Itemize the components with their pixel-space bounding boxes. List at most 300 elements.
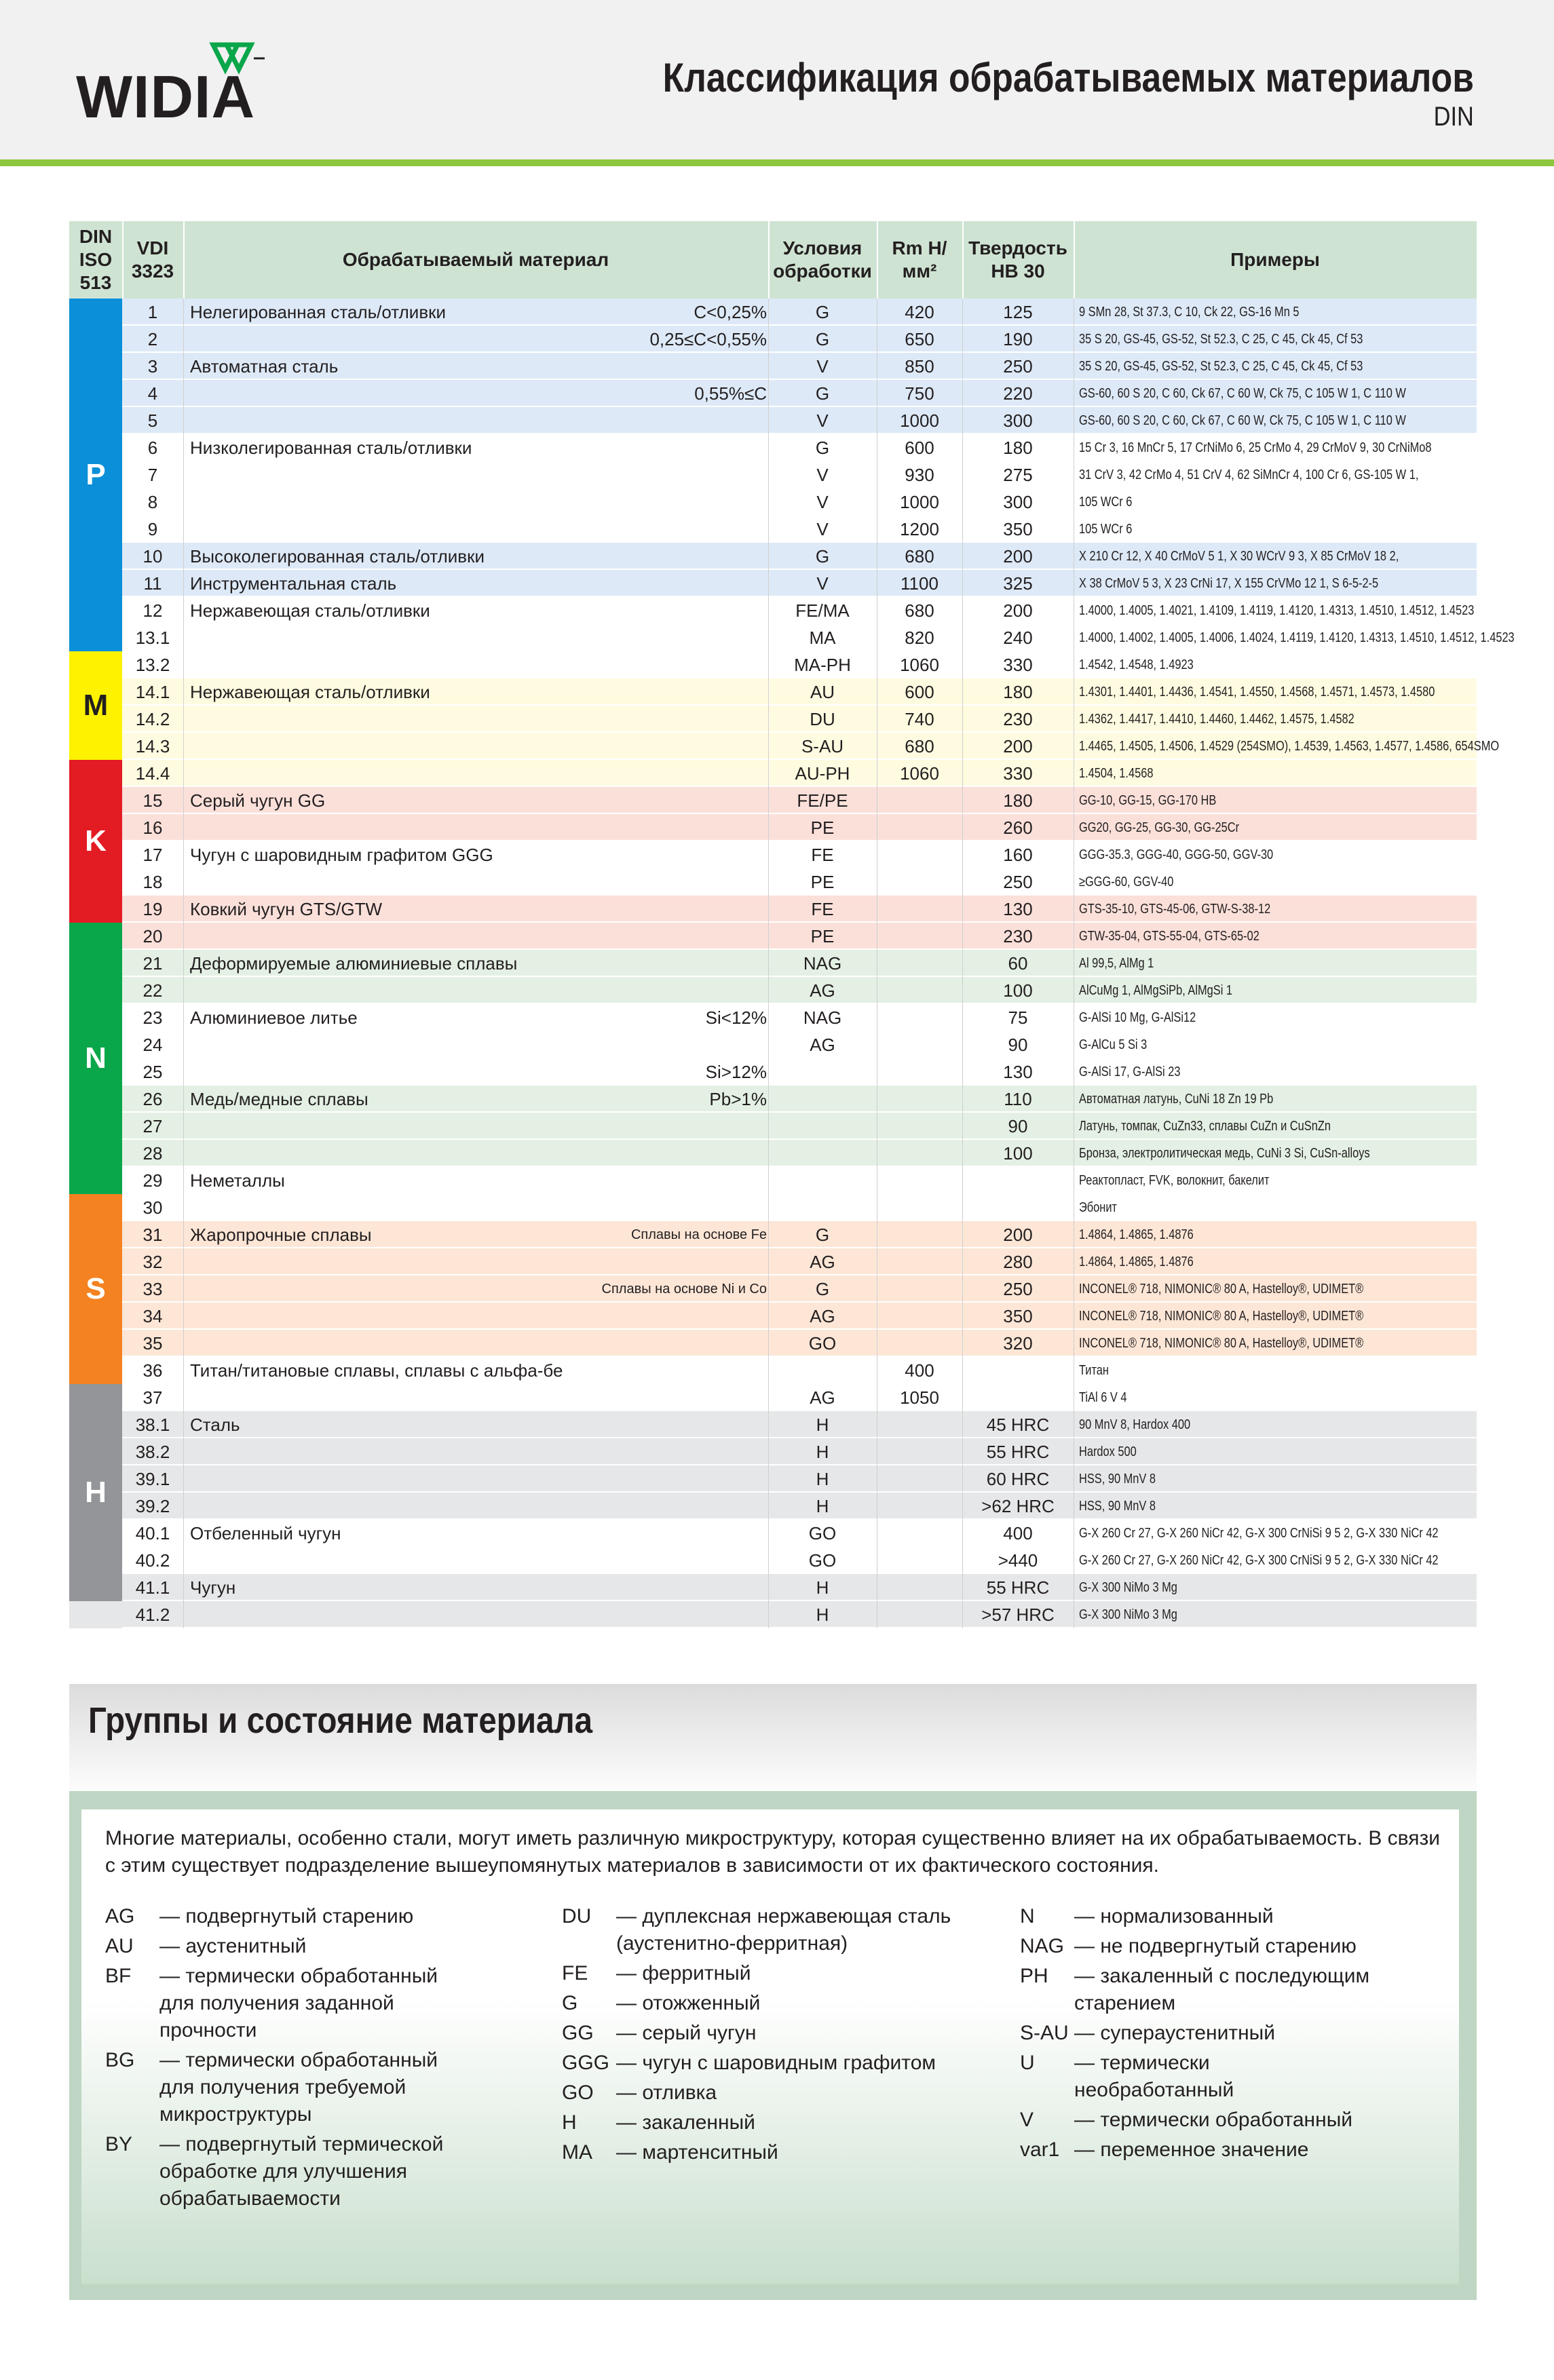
- cell-rm: [877, 1031, 962, 1058]
- legend-text: — аустенитный: [159, 1935, 307, 1957]
- cell-material-subgroup: [592, 1493, 767, 1520]
- cell-vdi: 19: [143, 899, 163, 919]
- cell-material-subgroup: [592, 597, 767, 624]
- cell-hardness: 200: [1003, 546, 1033, 567]
- cell-material-subgroup: [592, 407, 767, 434]
- legend-code: DU: [562, 1905, 592, 1927]
- cell-material-subgroup: [592, 1438, 767, 1465]
- cell-hardness: >57 HRC: [981, 1605, 1055, 1625]
- cell-material: [190, 733, 624, 760]
- cell-rm: [877, 977, 962, 1004]
- cell-hardness: 45 HRC: [986, 1415, 1050, 1435]
- cell-condition: AG: [810, 1035, 835, 1055]
- group-label-k: K: [69, 760, 122, 923]
- legend-code: S-AU: [1020, 2022, 1069, 2044]
- legend-code: U: [1020, 2052, 1035, 2074]
- cell-examples: 1.4465, 1.4505, 1.4506, 1.4529 (254SMO), 1.4539, 1.4563, 1.4577, 1.4586, 654SMO: [1079, 739, 1500, 754]
- cell-material: [190, 868, 624, 896]
- cell-material-subgroup: [592, 1140, 767, 1167]
- cell-examples: 15 Cr 3, 16 MnCr 5, 17 CrNiMo 6, 25 CrMo 4, 29 CrMoV 9, 30 CrNiMo8: [1079, 440, 1432, 455]
- table-row: [69, 1438, 1477, 1465]
- cell-condition: [768, 1194, 877, 1221]
- widia-logo-mark-icon: [212, 42, 266, 90]
- page-title: Классификация обрабатываемых материалов: [662, 55, 1474, 100]
- cell-examples: ≥GGG-60, GGV-40: [1079, 875, 1174, 889]
- cell-rm: [877, 1140, 962, 1167]
- table-row: [69, 651, 1477, 678]
- legend-code: BF: [105, 1965, 132, 1987]
- cell-material-subgroup: [592, 706, 767, 733]
- legend-item: [562, 2050, 969, 2077]
- cell-vdi: 36: [143, 1360, 163, 1381]
- cell-vdi: 38.1: [135, 1415, 170, 1435]
- cell-vdi: 29: [143, 1170, 163, 1191]
- cell-rm: 420: [905, 302, 934, 322]
- cell-condition: H: [816, 1496, 829, 1516]
- cell-rm: [877, 1330, 962, 1357]
- table-header: [69, 221, 1477, 299]
- cell-examples: 1.4864, 1.4865, 1.4876: [1079, 1227, 1194, 1242]
- cell-vdi: 2: [147, 329, 158, 349]
- cell-rm: [877, 1086, 962, 1113]
- cell-vdi: 33: [143, 1279, 163, 1299]
- cell-examples: Hardox 500: [1079, 1444, 1137, 1459]
- cell-examples: 105 WCr 6: [1079, 522, 1133, 537]
- cell-material-subgroup: [592, 516, 767, 543]
- cell-rm: [877, 1520, 962, 1547]
- cell-vdi: 39.2: [135, 1496, 170, 1516]
- cell-material-subgroup: [592, 651, 767, 678]
- cell-hardness: 90: [1008, 1035, 1028, 1055]
- cell-material: [190, 1194, 624, 1221]
- table-row: [69, 1547, 1477, 1574]
- cell-examples: GTW-35-04, GTS-55-04, GTS-65-02: [1079, 929, 1259, 944]
- cell-condition: G: [815, 383, 830, 404]
- legend-text: — термически обработанный: [1074, 2109, 1353, 2131]
- legend-text: — термически обработанный для получения требуемой микроструктуры: [159, 2049, 438, 2126]
- table-row: [69, 1167, 1477, 1194]
- cell-material: [190, 1601, 624, 1628]
- cell-vdi: 14.1: [135, 682, 170, 702]
- cell-hardness: 400: [1003, 1523, 1033, 1543]
- cell-vdi: 14.2: [135, 709, 170, 729]
- cell-hardness: 200: [1003, 600, 1033, 621]
- cell-hardness: 60 HRC: [986, 1469, 1050, 1489]
- cell-rm: [877, 923, 962, 950]
- legend-item: [105, 2047, 485, 2128]
- cell-material: Серый чугун GG: [190, 790, 326, 811]
- cell-vdi: 7: [147, 465, 158, 485]
- cell-material: [190, 326, 624, 353]
- cell-condition: AG: [810, 980, 835, 1001]
- cell-hardness: 330: [1003, 655, 1033, 675]
- cell-hardness: 350: [1003, 519, 1033, 539]
- cell-condition: GO: [808, 1333, 837, 1354]
- cell-material: [190, 1465, 624, 1493]
- cell-examples: 1.4864, 1.4865, 1.4876: [1079, 1254, 1194, 1269]
- cell-condition: FE: [811, 899, 834, 919]
- cell-vdi: 41.1: [135, 1577, 170, 1598]
- cell-vdi: 18: [143, 872, 163, 892]
- cell-examples: 105 WCr 6: [1079, 495, 1133, 510]
- cell-material-subgroup: [592, 1113, 767, 1140]
- cell-examples: GTS-35-10, GTS-45-06, GTW-S-38-12: [1079, 902, 1271, 917]
- cell-examples: HSS, 90 MnV 8: [1079, 1472, 1156, 1486]
- cell-hardness: 250: [1003, 356, 1033, 377]
- cell-hardness: 130: [1003, 1062, 1033, 1082]
- legend-code: N: [1020, 1905, 1035, 1927]
- cell-hardness: 250: [1003, 1279, 1033, 1299]
- cell-material: Автоматная сталь: [190, 356, 339, 377]
- cell-hardness: 55 HRC: [986, 1577, 1050, 1598]
- legend-text: — термически обработанный для получения заданной прочности: [159, 1965, 438, 2041]
- cell-rm: [877, 868, 962, 896]
- cell-examples: 1.4000, 1.4005, 1.4021, 1.4109, 1.4119, 1.4120, 1.4313, 1.4510, 1.4512, 1.4523: [1079, 603, 1475, 618]
- cell-material: Высоколегированная сталь/отливки: [190, 546, 485, 567]
- cell-condition: H: [816, 1415, 829, 1435]
- cell-material: [190, 1031, 624, 1058]
- page-subtitle: DIN: [1433, 102, 1474, 132]
- table-row: [69, 1031, 1477, 1058]
- cell-material: [190, 488, 624, 516]
- legend-text: — мартенситный: [616, 2141, 778, 2164]
- table-row: [69, 787, 1477, 814]
- cell-rm: [877, 814, 962, 841]
- cell-examples: GGG-35.3, GGG-40, GGG-50, GGV-30: [1079, 847, 1274, 862]
- cell-rm: 740: [905, 709, 934, 729]
- legend-code: AG: [105, 1905, 135, 1927]
- legend-text: — подвергнутый термической обработке для улучшения обрабатываемости: [159, 2133, 444, 2210]
- cell-examples: X 210 Cr 12, X 40 CrMoV 5 1, X 30 WCrV 9 3, X 85 CrMoV 18 2,: [1079, 549, 1399, 564]
- cell-hardness: 350: [1003, 1306, 1033, 1326]
- legend-code: MA: [562, 2141, 592, 2164]
- cell-condition: GO: [808, 1550, 837, 1571]
- cell-material-subgroup: [592, 570, 767, 597]
- cell-material-subgroup: [592, 1411, 767, 1438]
- cell-material-subgroup: [592, 760, 767, 787]
- legend-item: [562, 1903, 969, 1957]
- legend-text: — подвергнутый старению: [159, 1905, 414, 1927]
- cell-material: [190, 1140, 624, 1167]
- cell-material-subgroup: [592, 461, 767, 488]
- cell-condition: G: [815, 302, 830, 322]
- cell-rm: [877, 787, 962, 814]
- table-row: [69, 1357, 1477, 1384]
- legend-text: — не подвергнутый старению: [1074, 1935, 1357, 1957]
- cell-condition: AU: [810, 682, 835, 702]
- table-row: [69, 434, 1477, 461]
- legend-item: [562, 2109, 969, 2136]
- legend-text: — переменное значение: [1074, 2138, 1309, 2161]
- cell-material-subgroup: 0,25≤C<0,55%: [649, 329, 767, 349]
- cell-material-subgroup: Si<12%: [705, 1007, 767, 1028]
- cell-hardness: 280: [1003, 1252, 1033, 1272]
- cell-rm: [877, 841, 962, 868]
- legend-item: [562, 2139, 969, 2166]
- legend-code: NAG: [1020, 1935, 1065, 1957]
- cell-material: [190, 380, 624, 407]
- legend-code: H: [562, 2111, 577, 2134]
- cell-material-subgroup: [592, 1031, 767, 1058]
- cell-hardness: 180: [1003, 790, 1033, 811]
- cell-material: Чугун: [190, 1577, 236, 1598]
- cell-condition: [768, 1167, 877, 1194]
- cell-vdi: 20: [143, 926, 163, 946]
- table-row: [69, 1303, 1477, 1330]
- cell-hardness: 60: [1008, 953, 1028, 974]
- cell-material: [190, 923, 624, 950]
- legend-item: [1020, 1963, 1400, 2017]
- cell-material-subgroup: [592, 353, 767, 380]
- cell-hardness: 125: [1003, 302, 1033, 322]
- cell-condition: G: [815, 1279, 830, 1299]
- cell-hardness: 200: [1003, 736, 1033, 756]
- legend-code: BY: [105, 2133, 133, 2155]
- cell-condition: V: [816, 356, 829, 377]
- cell-material: Инструментальная сталь: [190, 573, 397, 594]
- cell-vdi: 13.1: [135, 628, 170, 648]
- cell-material-subgroup: [592, 896, 767, 923]
- legend-code: V: [1020, 2109, 1034, 2131]
- cell-hardness: [962, 1384, 1074, 1411]
- legend-column-2: [562, 1903, 969, 2169]
- cell-examples: GG20, GG-25, GG-30, GG-25Cr: [1079, 820, 1240, 835]
- cell-material-subgroup: [592, 923, 767, 950]
- cell-condition: FE/PE: [797, 790, 848, 811]
- cell-examples: 9 SMn 28, St 37.3, C 10, Ck 22, GS-16 Mn 5: [1079, 305, 1300, 320]
- cell-examples: G-X 300 NiMo 3 Mg: [1079, 1607, 1177, 1622]
- cell-examples: 35 S 20, GS-45, GS-52, St 52.3, C 25, C 45, Ck 45, Cf 53: [1079, 359, 1363, 374]
- cell-material: [190, 1547, 624, 1574]
- table-row: [69, 868, 1477, 896]
- cell-hardness: 220: [1003, 383, 1033, 404]
- cell-material: [190, 461, 624, 488]
- cell-material-subgroup: [592, 1601, 767, 1628]
- cell-vdi: 8: [147, 492, 158, 512]
- cell-material-subgroup: [592, 434, 767, 461]
- cell-vdi: 17: [143, 845, 163, 865]
- table-row: [69, 1330, 1477, 1357]
- cell-examples: Автоматная латунь, CuNi 18 Zn 19 Pb: [1079, 1092, 1274, 1107]
- cell-rm: [877, 1248, 962, 1275]
- cell-material: [190, 651, 624, 678]
- cell-material-subgroup: [592, 1248, 767, 1275]
- cell-material-subgroup: [592, 1303, 767, 1330]
- cell-rm: [877, 1221, 962, 1248]
- cell-material-subgroup: [592, 977, 767, 1004]
- cell-material-subgroup: Si>12%: [705, 1062, 767, 1082]
- table-row: [69, 461, 1477, 488]
- cell-examples: Реактопласт, FVK, волокнит, бакелит: [1079, 1173, 1270, 1188]
- cell-condition: S-AU: [801, 736, 844, 756]
- table-row: [69, 1058, 1477, 1086]
- cell-vdi: 10: [143, 546, 163, 567]
- cell-condition: AG: [810, 1387, 835, 1408]
- cell-hardness: 330: [1003, 763, 1033, 784]
- legend-item: [562, 1990, 969, 2017]
- cell-examples: G-AlSi 17, G-AlSi 23: [1079, 1064, 1181, 1079]
- cell-vdi: 22: [143, 980, 163, 1001]
- cell-material: Титан/титановые сплавы, сплавы с альфа-бе: [190, 1360, 563, 1381]
- legend-code: BG: [105, 2049, 135, 2071]
- cell-vdi: 11: [143, 573, 162, 594]
- cell-rm: 930: [905, 465, 934, 485]
- cell-vdi: 21: [143, 953, 163, 974]
- cell-vdi: 25: [143, 1062, 163, 1082]
- cell-hardness: 300: [1003, 492, 1033, 512]
- cell-condition: MA: [809, 628, 836, 648]
- cell-material-subgroup: [592, 543, 767, 570]
- cell-condition: [768, 1058, 877, 1086]
- cell-rm: [877, 1194, 962, 1221]
- cell-material: [190, 1330, 624, 1357]
- cell-vdi: 40.1: [135, 1523, 170, 1543]
- cell-hardness: 160: [1003, 845, 1033, 865]
- cell-material: [190, 1303, 624, 1330]
- cell-examples: G-AlSi 10 Mg, G-AlSi12: [1079, 1010, 1196, 1025]
- cell-condition: V: [816, 410, 829, 431]
- cell-vdi: 32: [143, 1252, 163, 1272]
- cell-rm: 1200: [900, 519, 939, 539]
- cell-material-subgroup: [592, 1465, 767, 1493]
- cell-examples: 1.4542, 1.4548, 1.4923: [1079, 657, 1194, 672]
- cell-vdi: 9: [147, 519, 158, 539]
- table-row: [69, 706, 1477, 733]
- cell-condition: FE: [811, 845, 834, 865]
- cell-condition: V: [816, 573, 829, 594]
- cell-condition: G: [815, 1225, 830, 1245]
- cell-material: [190, 516, 624, 543]
- cell-hardness: 240: [1003, 628, 1033, 648]
- table-row: [69, 380, 1477, 407]
- cell-vdi: 34: [143, 1306, 163, 1326]
- cell-material: [190, 760, 624, 787]
- cell-examples: G-X 260 Cr 27, G-X 260 NiCr 42, G-X 300 CrNiSi 9 5 2, G-X 330 NiCr 42: [1079, 1553, 1439, 1568]
- legend-item: [105, 1933, 485, 1960]
- legend-item: [1020, 2050, 1400, 2104]
- table-row: [69, 353, 1477, 380]
- cell-material: Деформируемые алюминиевые сплавы: [190, 953, 518, 974]
- cell-examples: GS-60, 60 S 20, C 60, Ck 67, C 60 W, Ck 75, C 105 W 1, C 110 W: [1079, 386, 1406, 401]
- table-row: [69, 597, 1477, 624]
- cell-material-subgroup: [592, 1384, 767, 1411]
- cell-vdi: 4: [147, 383, 158, 404]
- table-row: [69, 1601, 1477, 1628]
- cell-rm: [877, 1167, 962, 1194]
- cell-vdi: 15: [143, 790, 163, 811]
- cell-material-subgroup: [592, 678, 767, 706]
- legend-intro: Многие материалы, особенно стали, могут иметь различную микроструктуру, которая существенно влияет на их обрабатываемость. В связи с этим существует подразделение вышеупомянутых материалов в зависимости от их фактического состояния.: [105, 1827, 1441, 1877]
- table-row: [69, 1086, 1477, 1113]
- cell-hardness: >62 HRC: [981, 1496, 1055, 1516]
- cell-vdi: 6: [147, 438, 158, 458]
- legend-text: — термически необработанный: [1074, 2052, 1234, 2101]
- table-row: [69, 1275, 1477, 1303]
- cell-examples: 35 S 20, GS-45, GS-52, St 52.3, C 25, C 45, Ck 45, Cf 53: [1079, 332, 1363, 347]
- legend-column-1: [105, 1903, 485, 2215]
- table-row: [69, 1004, 1477, 1031]
- cell-rm: 1060: [900, 655, 939, 675]
- cell-condition: GO: [808, 1523, 837, 1543]
- cell-condition: FE/MA: [795, 600, 850, 621]
- legend-text: — нормализованный: [1074, 1905, 1274, 1927]
- cell-rm: 600: [905, 682, 934, 702]
- header-material: Обрабатываемый материал: [342, 249, 609, 270]
- cell-vdi: 40.2: [135, 1550, 170, 1571]
- cell-rm: [877, 1113, 962, 1140]
- cell-hardness: 100: [1003, 1143, 1033, 1164]
- legend-item: [1020, 2136, 1400, 2164]
- cell-hardness: 320: [1003, 1333, 1033, 1354]
- legend-item: [1020, 2020, 1400, 2047]
- cell-rm: [877, 1303, 962, 1330]
- cell-condition: AG: [810, 1252, 835, 1272]
- cell-examples: 1.4504, 1.4568: [1079, 766, 1154, 781]
- cell-material: Чугун с шаровидным графитом GGG: [190, 845, 493, 865]
- header-vdi: VDI 3323: [131, 237, 174, 282]
- cell-examples: Латунь, томпак, CuZn33, сплавы CuZn и CuSnZn: [1079, 1119, 1331, 1134]
- legend-item: [105, 1903, 485, 1930]
- cell-material-subgroup: Сплавы на основе Fe: [630, 1227, 767, 1242]
- legend-column-3: [1020, 1903, 1400, 2166]
- cell-examples: G-X 300 NiMo 3 Mg: [1079, 1580, 1177, 1595]
- widia-logo: WIDIA: [76, 63, 256, 130]
- cell-examples: 1.4301, 1.4401, 1.4436, 1.4541, 1.4550, 1.4568, 1.4571, 1.4573, 1.4580: [1079, 685, 1435, 699]
- cell-hardness: 75: [1008, 1007, 1028, 1028]
- cell-condition: H: [816, 1442, 829, 1462]
- cell-material-subgroup: [592, 787, 767, 814]
- cell-examples: TiAl 6 V 4: [1079, 1390, 1127, 1405]
- cell-rm: 400: [905, 1360, 934, 1381]
- cell-vdi: 5: [147, 410, 158, 431]
- cell-material-subgroup: [592, 1520, 767, 1547]
- legend-item: [105, 2131, 485, 2212]
- legend-item: [562, 1960, 969, 1987]
- cell-examples: INCONEL® 718, NIMONIC® 80 A, Hastelloy®, UDIMET®: [1079, 1336, 1364, 1351]
- cell-vdi: 28: [143, 1143, 163, 1164]
- group-label-h: H: [69, 1384, 122, 1601]
- cell-vdi: 13.2: [135, 655, 170, 675]
- table-row: [69, 733, 1500, 760]
- cell-rm: [877, 1438, 962, 1465]
- header-condition: Условия обработки: [773, 237, 872, 282]
- table-row: [69, 543, 1477, 570]
- cell-hardness: 260: [1003, 818, 1033, 838]
- cell-material-subgroup: [592, 1357, 767, 1384]
- header-rm: Rm Н/мм²: [892, 237, 947, 282]
- cell-hardness: 100: [1003, 980, 1033, 1001]
- cell-vdi: 1: [147, 302, 158, 322]
- table-row: [69, 1520, 1477, 1547]
- table-row: [69, 407, 1477, 434]
- table-row: [69, 1384, 1477, 1411]
- cell-material: Нержавеющая сталь/отливки: [190, 600, 430, 621]
- cell-condition: H: [816, 1577, 829, 1598]
- cell-rm: 680: [905, 736, 934, 756]
- cell-rm: [877, 1004, 962, 1031]
- cell-rm: [877, 1058, 962, 1086]
- cell-rm: [877, 1275, 962, 1303]
- table-row: [69, 1465, 1477, 1493]
- cell-rm: [877, 1547, 962, 1574]
- cell-examples: G-AlCu 5 Si 3: [1079, 1037, 1148, 1052]
- table-row: [69, 950, 1477, 977]
- cell-vdi: 27: [143, 1116, 163, 1136]
- table-row: [69, 1113, 1477, 1140]
- cell-hardness: 300: [1003, 410, 1033, 431]
- cell-material-subgroup: 0,55%≤C: [694, 383, 767, 404]
- table-row: [69, 624, 1515, 651]
